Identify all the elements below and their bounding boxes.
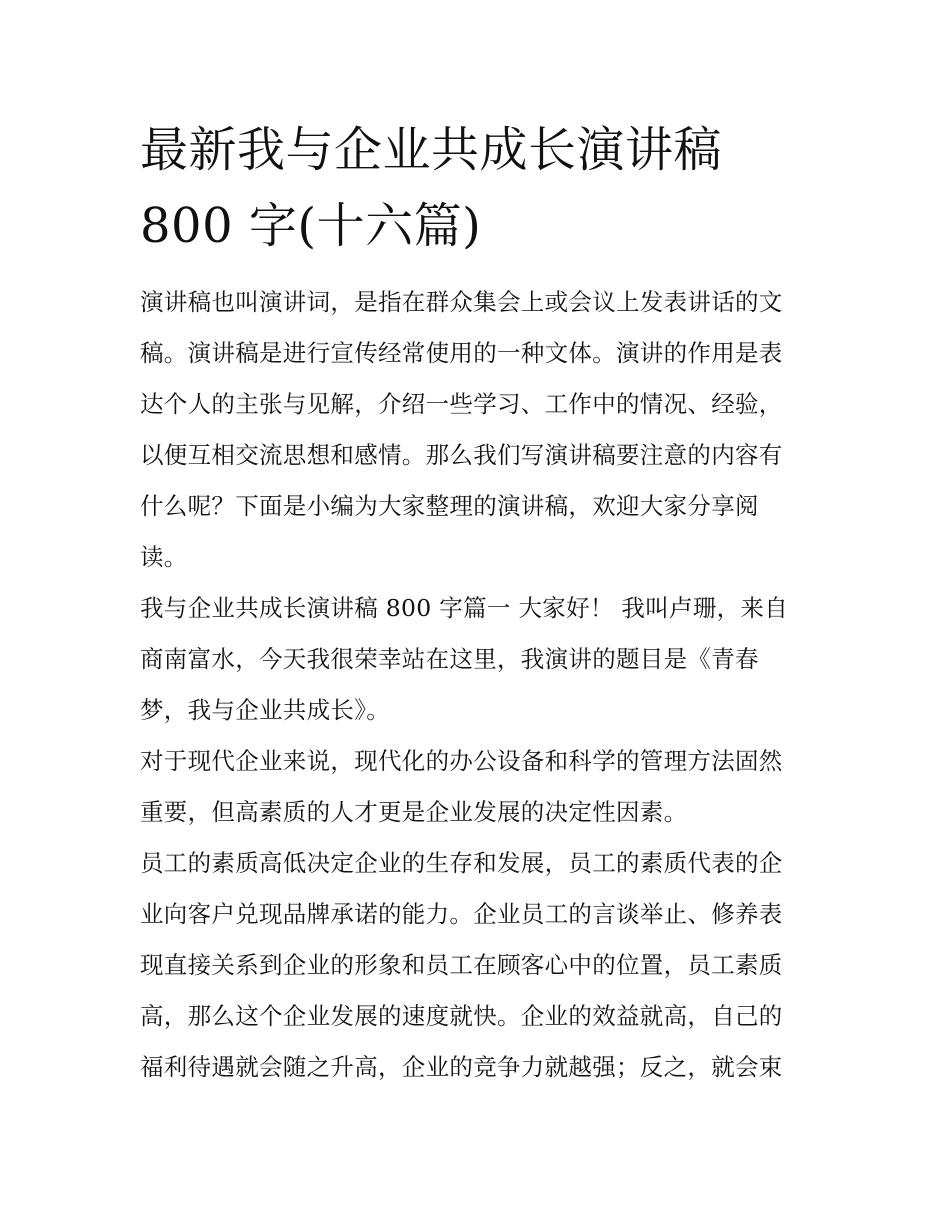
text-line: 读。 bbox=[140, 543, 188, 571]
paragraph-employee-quality bbox=[140, 838, 815, 1093]
text-line: 对于现代企业来说，现代化的办公设备和科学的管理方法固然 bbox=[140, 747, 783, 775]
text-line: 高，那么这个企业发展的速度就快。企业的效益就高，自己的 bbox=[140, 1002, 783, 1030]
document-title bbox=[140, 112, 840, 264]
document-body bbox=[140, 277, 815, 1093]
text-line: 福利待遇就会随之升高，企业的竞争力就越强；反之，就会束 bbox=[140, 1053, 783, 1081]
text-line: 演讲稿也叫演讲词，是指在群众集会上或会议上发表讲话的文 bbox=[140, 288, 783, 316]
title-line: 800 字(十六篇) bbox=[140, 198, 482, 254]
text-line: 员工的素质高低决定企业的生存和发展，员工的素质代表的企 bbox=[140, 849, 783, 877]
text-line: 以便互相交流思想和感情。那么我们写演讲稿要注意的内容有 bbox=[140, 441, 783, 469]
text-line: 梦，我与企业共成长》。 bbox=[140, 696, 391, 724]
text-line: 什么呢？下面是小编为大家整理的演讲稿，欢迎大家分享阅 bbox=[140, 492, 759, 520]
text-line: 商南富水，今天我很荣幸站在这里，我演讲的题目是《青春 bbox=[140, 645, 759, 673]
text-line: 达个人的主张与见解，介绍一些学习、工作中的情况、经验， bbox=[140, 390, 783, 418]
paragraph-greeting bbox=[140, 583, 815, 736]
text-line: 我与企业共成长演讲稿 800 字篇一 大家好！ 我叫卢珊，来自 bbox=[140, 594, 789, 622]
text-line: 现直接关系到企业的形象和员工在顾客心中的位置，员工素质 bbox=[140, 951, 783, 979]
paragraph-modern-enterprise bbox=[140, 736, 815, 838]
text-line: 业向客户兑现品牌承诺的能力。企业员工的言谈举止、修养表 bbox=[140, 900, 783, 928]
title-line: 最新我与企业共成长演讲稿 bbox=[140, 122, 723, 178]
text-line: 重要，但高素质的人才更是企业发展的决定性因素。 bbox=[140, 798, 688, 826]
paragraph-intro bbox=[140, 277, 815, 583]
text-line: 稿。演讲稿是进行宣传经常使用的一种文体。演讲的作用是表 bbox=[140, 339, 783, 367]
